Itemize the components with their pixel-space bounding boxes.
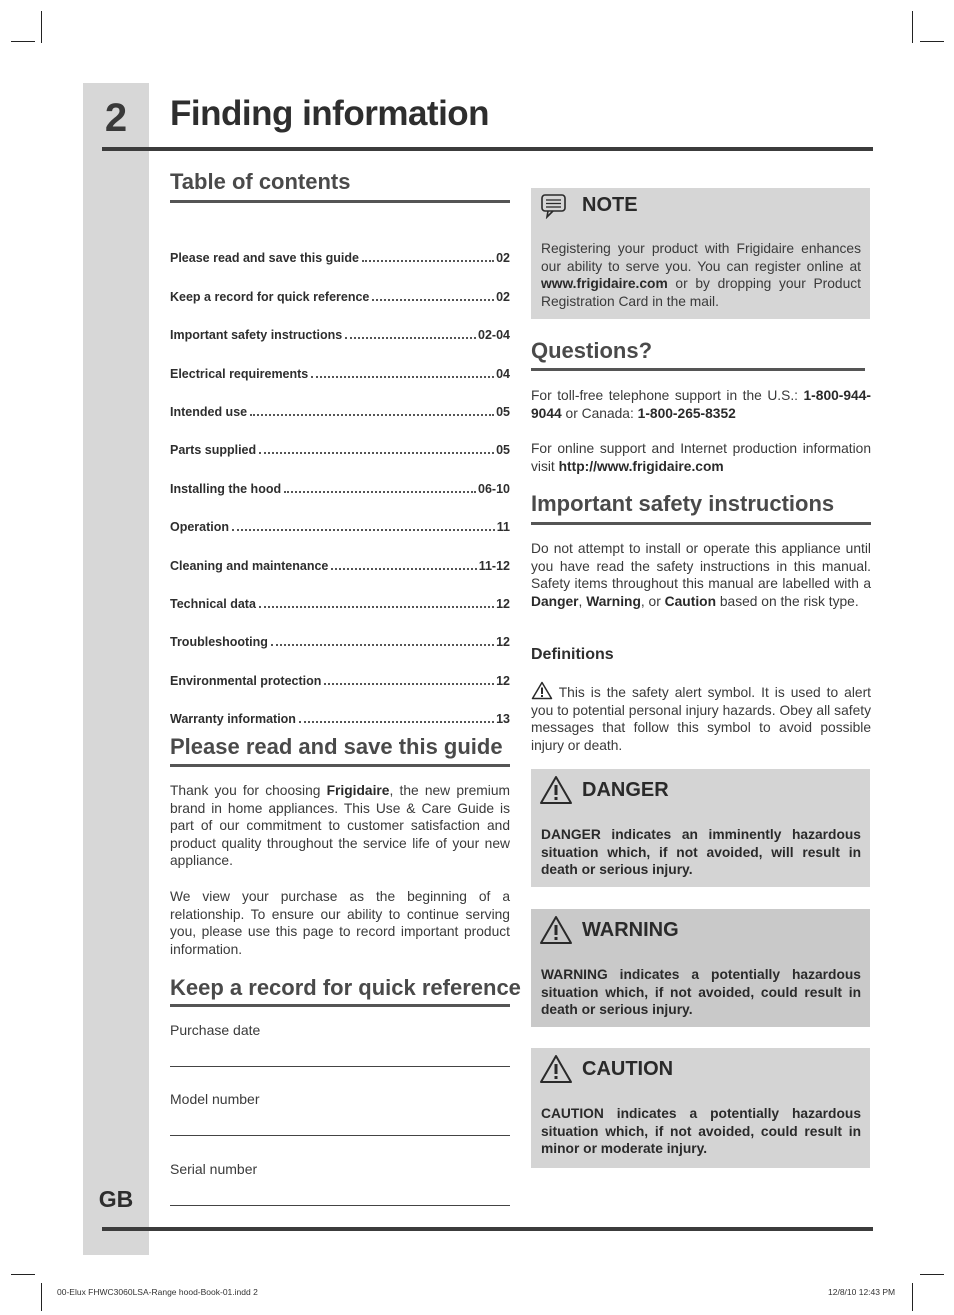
toc-entry[interactable]	[170, 573, 510, 611]
toc-leader-dots	[284, 491, 476, 493]
toc-leader-dots	[324, 683, 494, 685]
toc-entry-label: Electrical requirements	[170, 366, 309, 381]
caution-icon	[539, 1054, 573, 1084]
toc-entry-label: Troubleshooting	[170, 635, 268, 650]
note-title: NOTE	[582, 194, 638, 216]
crop-mark	[11, 41, 35, 42]
model-number-label: Model number	[170, 1091, 260, 1107]
toc-entry[interactable]	[170, 649, 510, 687]
danger-text: DANGER indicates an imminently hazardous situation which, if not avoided, will result in death or serious injury.	[541, 827, 861, 878]
safety-alert-icon	[531, 681, 553, 700]
footer-divider	[102, 1227, 873, 1231]
toc-entry[interactable]	[170, 419, 510, 457]
toc-entry[interactable]	[170, 457, 510, 495]
toc-entry[interactable]	[170, 381, 510, 419]
toc-entry-page: 02	[496, 251, 510, 266]
toc-entry-page: 05	[496, 404, 510, 419]
warning-icon	[539, 915, 573, 945]
toc-leader-dots	[331, 568, 476, 570]
warning-box	[531, 909, 870, 1027]
record-heading: Keep a record for quick reference	[170, 975, 521, 1000]
toc-entry-page: 06-10	[478, 481, 510, 496]
table-of-contents	[170, 227, 510, 726]
safety-paragraph: Do not attempt to install or operate this appliance until you have read the safety instructions in this manual. Safety items throughout this manual are labelled with a Danger, Warning, or Caution based on the risk type.	[531, 541, 871, 609]
toc-entry-label: Cleaning and maintenance	[170, 558, 329, 573]
chapter-number: 2	[104, 96, 128, 140]
toc-entry-label: Intended use	[170, 404, 248, 419]
toc-entry-label: Operation	[170, 520, 230, 535]
toc-entry-page: 04	[496, 366, 510, 381]
toc-entry-page: 13	[496, 712, 510, 727]
read-guide-heading: Please read and save this guide	[170, 734, 503, 759]
section-divider	[170, 764, 510, 767]
toc-entry-page: 02-04	[478, 328, 510, 343]
toc-entry-page: 12	[496, 635, 510, 650]
crop-mark	[11, 1274, 35, 1275]
crop-mark	[912, 11, 913, 43]
toc-entry-label: Keep a record for quick reference	[170, 289, 370, 304]
crop-mark	[41, 11, 42, 43]
toc-leader-dots	[311, 376, 494, 378]
toc-entry[interactable]	[170, 496, 510, 534]
footer-filename: 00-Elux FHWC3060LSA-Range hood-Book-01.indd 2	[57, 1287, 258, 1297]
toc-entry-label: Technical data	[170, 596, 256, 611]
crop-mark	[920, 1274, 944, 1275]
note-icon	[540, 193, 568, 219]
section-divider	[531, 522, 871, 525]
note-text: Registering your product with Frigidaire enhances our ability to serve you. You can register online at www.frigidaire.com or by dropping your Product Registration Card in the mail.	[541, 241, 861, 309]
crop-mark	[41, 1283, 42, 1311]
purchase-date-label: Purchase date	[170, 1022, 261, 1038]
safety-heading: Important safety instructions	[531, 491, 835, 516]
danger-warning-icon	[539, 775, 573, 805]
toc-leader-dots	[345, 337, 476, 339]
crop-mark	[912, 1283, 913, 1311]
read-guide-paragraph-2: We view your purchase as the beginning of a relationship. To ensure our ability to continue serving you, please use this page to record important product information.	[170, 889, 510, 957]
toc-entry[interactable]	[170, 611, 510, 649]
toc-leader-dots	[250, 414, 494, 416]
toc-leader-dots	[232, 529, 495, 531]
definitions-paragraph: This is the safety alert symbol. It is used to alert you to potential personal injury hazards. Obey all safety messages that follow this symbol to avoid possible injury or death.	[531, 681, 871, 754]
toc-entry-label: Installing the hood	[170, 481, 282, 496]
title-divider	[102, 147, 873, 151]
danger-title: DANGER	[582, 779, 669, 801]
toc-leader-dots	[271, 644, 494, 646]
toc-leader-dots	[259, 606, 494, 608]
toc-leader-dots	[259, 452, 494, 454]
toc-entry[interactable]	[170, 534, 510, 572]
definitions-heading: Definitions	[531, 646, 614, 663]
danger-box	[531, 769, 870, 887]
toc-entry[interactable]	[170, 227, 510, 265]
toc-leader-dots	[372, 299, 494, 301]
warning-text: WARNING indicates a potentially hazardous situation which, if not avoided, could result in death or serious injury.	[541, 967, 861, 1018]
questions-heading: Questions?	[531, 338, 653, 363]
toc-entry-label: Parts supplied	[170, 443, 257, 458]
toc-entry-page: 11	[496, 520, 510, 535]
toc-entry[interactable]	[170, 304, 510, 342]
caution-box	[531, 1048, 870, 1168]
purchase-date-field[interactable]	[170, 1066, 510, 1067]
caution-text: CAUTION indicates a potentially hazardous situation which, if not avoided, could result in minor or moderate injury.	[541, 1106, 861, 1157]
model-number-field[interactable]	[170, 1135, 510, 1136]
toc-entry-label: Warranty information	[170, 712, 296, 727]
toc-entry[interactable]	[170, 688, 510, 726]
questions-online-paragraph: For online support and Internet production information visit http://www.frigidaire.com	[531, 441, 871, 474]
serial-number-label: Serial number	[170, 1161, 258, 1177]
toc-entry-page: 12	[496, 673, 510, 688]
caution-title: CAUTION	[582, 1058, 674, 1080]
toc-leader-dots	[362, 260, 494, 262]
note-box	[531, 188, 870, 319]
toc-entry-label: Please read and save this guide	[170, 251, 359, 266]
language-tab: GB	[98, 1186, 134, 1212]
section-divider	[531, 368, 865, 371]
toc-entry-label: Environmental protection	[170, 673, 322, 688]
section-divider	[170, 1004, 510, 1007]
toc-entry[interactable]	[170, 342, 510, 380]
section-divider	[170, 200, 510, 203]
toc-entry-label: Important safety instructions	[170, 328, 343, 343]
read-guide-paragraph-1: Thank you for choosing Frigidaire, the new premium brand in home appliances. This Use & Care Guide is part of our commitment to customer satisfaction and product quality throughout the service life of your new appliance.	[170, 783, 510, 869]
page-title: Finding information	[170, 94, 490, 133]
toc-entry[interactable]	[170, 265, 510, 303]
toc-entry-page: 05	[496, 443, 510, 458]
crop-mark	[920, 41, 944, 42]
chapter-sidebar	[83, 83, 149, 1255]
toc-entry-page: 11-12	[478, 558, 510, 573]
toc-entry-page: 02	[496, 289, 510, 304]
questions-phone-paragraph: For toll-free telephone support in the U.S.: 1-800-944-9044 or Canada: 1-800-265-8352	[531, 388, 871, 421]
footer-timestamp: 12/8/10 12:43 PM	[828, 1287, 896, 1297]
warning-title: WARNING	[582, 919, 679, 941]
toc-heading: Table of contents	[170, 169, 351, 194]
toc-entry-page: 12	[496, 596, 510, 611]
serial-number-field[interactable]	[170, 1205, 510, 1206]
toc-leader-dots	[299, 721, 494, 723]
